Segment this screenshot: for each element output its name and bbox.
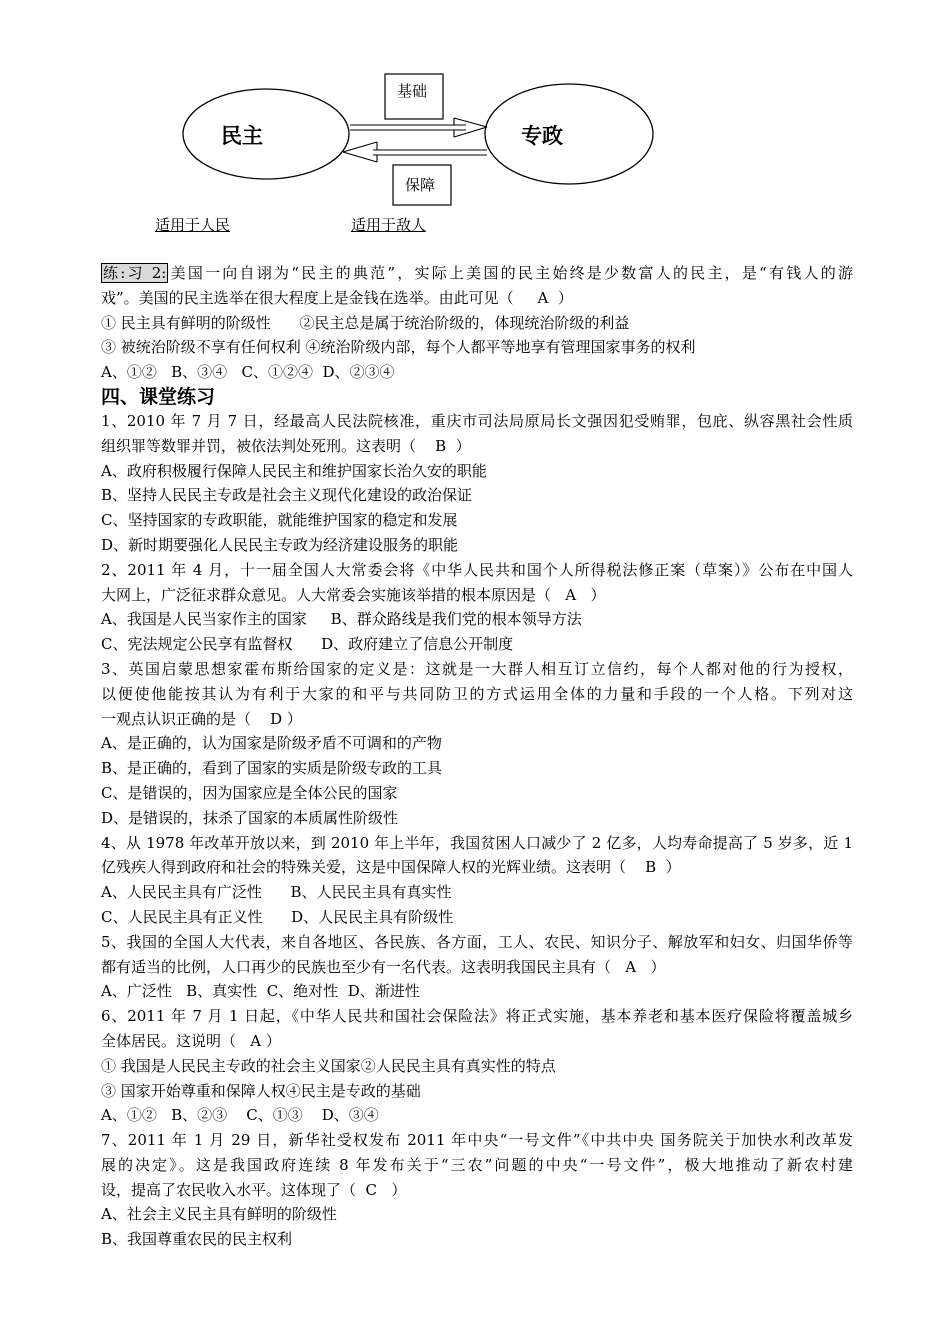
- exercise-tag: 练:习 2:: [103, 264, 167, 282]
- question-line: 4、从 1978 年改革开放以来，到 2010 年上半年，我国贫困人口减少了 2 亿多，人均寿命提高了 5 岁多，近 1: [101, 833, 853, 852]
- foundation-label: 基础: [397, 82, 428, 100]
- option-line: A、广泛性 B、真实性 C、绝对性 D、渐进性: [101, 982, 420, 1001]
- option-line: C、宪法规定公民享有监督权 D、政府建立了信息公开制度: [101, 635, 514, 654]
- question-line: 以便使他能按其认为有利于大家的和平与共同防卫的方式运用全体的力量和手段的一个人格。下列对这: [101, 684, 853, 703]
- question-line: 大网上，广泛征求群众意见。人大常委会实施该举措的根本原因是（ A ）: [101, 585, 606, 604]
- option-line: C、是错误的，因为国家应是全体公民的国家: [101, 783, 398, 802]
- question-3: [101, 657, 853, 831]
- option-line: A、①② B、②③ C、①③ D、③④: [101, 1106, 379, 1125]
- option-line: A、我国是人民当家作主的国家 B、群众路线是我们党的根本领导方法: [101, 610, 582, 629]
- option-line: B、是正确的，看到了国家的实质是阶级专政的工具: [101, 759, 443, 778]
- option-line: B、坚持人民民主专政是社会主义现代化建设的政治保证: [101, 486, 473, 505]
- exercise-2: [101, 261, 853, 385]
- guarantee-label: 保障: [405, 176, 436, 194]
- option-line: D、是错误的，抹杀了国家的本质属性阶级性: [101, 808, 399, 827]
- left-arrow: [343, 142, 487, 162]
- exercise-2-line: 戏”。美国的民主选举在很大程度上是金钱在选举。由此可见（ A ）: [101, 288, 573, 307]
- question-line: 7、2011 年 1 月 29 日，新华社受权发布 2011 年中央“一号文件”《中共中央 国务院关于加快水利改革发: [101, 1131, 853, 1150]
- question-line: 展的决定》。这是我国政府连续 8 年发布关于“三农”问题的中央“一号文件”，极大地推动了新农村建: [101, 1155, 853, 1174]
- question-line: 组织罪等数罪并罚，被依法判处死刑。这表明（ B ）: [101, 436, 471, 455]
- question-line: 都有适当的比例，人口再少的民族也至少有一名代表。这表明我国民主具有（ A ）: [101, 957, 666, 976]
- question-line: 6、2011 年 7 月 1 日起，《中华人民共和国社会保险法》将正式实施，基本养老和基本医疗保险将覆盖城乡: [101, 1007, 853, 1026]
- question-line: 设，提高了农民收入水平。这体现了（ C ）: [101, 1180, 407, 1199]
- dictatorship-label: 专政: [521, 123, 563, 148]
- democracy-ellipse: [183, 89, 349, 179]
- exercise-2-option-line: ③ 被统治阶级不享有任何权利 ④统治阶级内部，每个人都平等地享有管理国家事务的权利: [101, 338, 696, 357]
- option-line: A、人民民主具有广泛性 B、人民民主具有真实性: [101, 883, 452, 902]
- dictatorship-ellipse: [485, 84, 653, 184]
- question-line: 2、2011 年 4 月，十一届全国人大常委会将《中华人民共和国个人所得税法修正案（草案）》公布在中国人: [101, 560, 853, 579]
- question-line: 全体居民。这说明（ A ）: [101, 1031, 281, 1050]
- question-5: [101, 930, 853, 1004]
- option-line: ① 我国是人民民主专政的社会主义国家②人民民主具有真实性的特点: [101, 1056, 556, 1075]
- question-line: 1、2010 年 7 月 7 日，经最高人民法院核准，重庆市司法局原局长文强因犯受贿罪，包庇、纵容黑社会性质: [101, 411, 853, 430]
- exercise-2-answers: A、①② B、③④ C、①②④ D、②③④: [101, 363, 395, 382]
- option-line: C、坚持国家的专政职能，就能维护国家的稳定和发展: [101, 511, 458, 530]
- question-line: 5、我国的全国人大代表，来自各地区、各民族、各方面，工人、农民、知识分子、解放军和妇女、归国华侨等: [101, 932, 853, 951]
- option-line: C、人民民主具有正义性 D、人民民主具有阶级性: [101, 907, 454, 926]
- democracy-dictatorship-diagram: [0, 0, 950, 260]
- section-heading: 四、课堂练习: [101, 385, 216, 408]
- diagram-graphics: [0, 0, 950, 260]
- option-line: D、新时期要强化人民民主专政为经济建设服务的职能: [101, 535, 459, 554]
- option-line: A、社会主义民主具有鲜明的阶级性: [101, 1205, 337, 1224]
- question-line: 亿残疾人得到政府和社会的特殊关爱，这是中国保障人权的光辉业绩。这表明（ B ）: [101, 858, 681, 877]
- question-1: [101, 409, 853, 558]
- option-line: B、我国尊重农民的民主权利: [101, 1230, 293, 1249]
- exercise-2-line: [101, 261, 853, 286]
- option-line: ③ 国家开始尊重和保障人权④民主是专政的基础: [101, 1081, 421, 1100]
- question-4: [101, 831, 853, 930]
- exercise-2-text: 美国一向自诩为“民主的典范”，实际上美国的民主始终是少数富人的民主，是“有钱人的游: [168, 264, 853, 282]
- right-arrow: [350, 118, 487, 137]
- worksheet-content: [101, 261, 853, 1252]
- question-6: [101, 1004, 853, 1128]
- question-line: 3、英国启蒙思想家霍布斯给国家的定义是：这就是一大群人相互订立信约，每个人都对他的行为授权，: [101, 659, 853, 678]
- people-caption: 适用于人民: [155, 216, 231, 234]
- question-line: 一观点认识正确的是（ D ）: [101, 709, 302, 728]
- enemy-caption: 适用于敌人: [351, 216, 427, 234]
- option-line: A、是正确的，认为国家是阶级矛盾不可调和的产物: [101, 734, 442, 753]
- exercise-2-option-line: ① 民主具有鲜明的阶级性 ②民主总是属于统治阶级的，体现统治阶级的利益: [101, 313, 630, 332]
- democracy-label: 民主: [221, 123, 263, 148]
- option-line: A、政府积极履行保障人民民主和维护国家长治久安的职能: [101, 461, 487, 480]
- question-7: [101, 1128, 853, 1252]
- question-2: [101, 558, 853, 657]
